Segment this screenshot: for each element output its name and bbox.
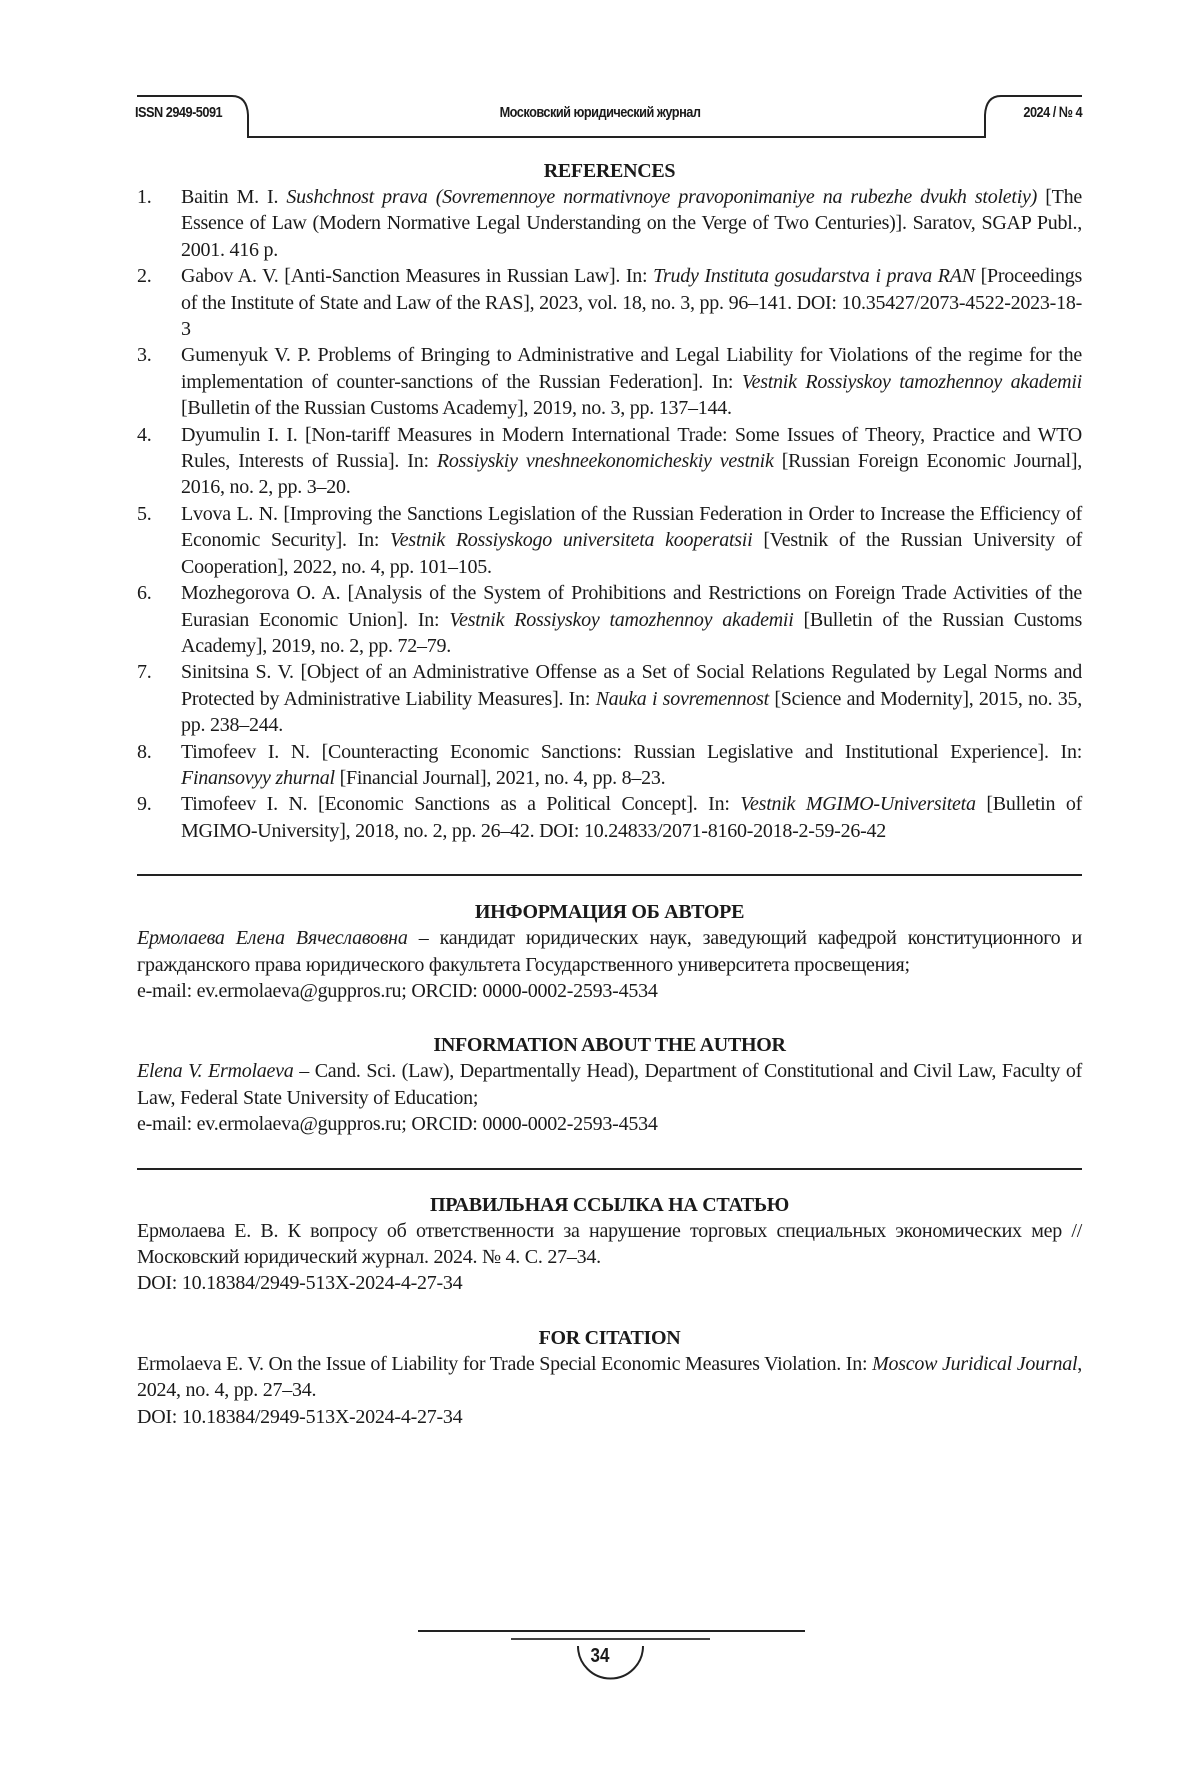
- reference-number: 6.: [137, 580, 152, 606]
- citation-ru-heading: ПРАВИЛЬНАЯ ССЫЛКА НА СТАТЬЮ: [137, 1192, 1082, 1218]
- reference-item: [137, 791, 1082, 844]
- reference-number: 2.: [137, 263, 152, 289]
- reference-text: Dyumulin I. I. [Non-tariff Measures in Modern International Trade: Some Issues of Theory, Practice and WTO Rules, Interests of Russia]. In:: [181, 424, 1082, 472]
- reference-text: Gabov A. V. [Anti-Sanction Measures in Russian Law]. In:: [181, 265, 653, 287]
- citation-en-tail: , 2024, no. 4, pp. 27–34.: [137, 1353, 1082, 1401]
- reference-text: Gumenyuk V. P. Problems of Bringing to Administrative and Legal Liability for Violations of the regime for the implementation of counter-sanctions of the Russian Federation]. In:: [181, 344, 1082, 392]
- reference-number: 3.: [137, 342, 152, 368]
- author-info-en: [137, 1058, 1082, 1137]
- reference-number: 9.: [137, 791, 152, 817]
- citation-ru-doi: DOI: 10.18384/2949-513X-2024-4-27-34: [137, 1272, 462, 1294]
- reference-number: 4.: [137, 422, 152, 448]
- reference-text: [Russian Foreign Economic Journal], 2016, no. 2, pp. 3–20.: [181, 450, 1082, 498]
- section-divider: [137, 1168, 1082, 1170]
- journal-title: Московский юридический журнал: [90, 104, 1110, 121]
- reference-number: 1.: [137, 184, 152, 210]
- reference-source-title: Finansovyy zhurnal: [181, 767, 335, 789]
- reference-source-title: Rossiyskiy vneshneekonomicheskiy vestnik: [437, 450, 774, 472]
- reference-text: Sinitsina S. V. [Object of an Administrative Offense as a Set of Social Relations Regulated by Legal Norms and Protected by Administrative Liability Measures]. In:: [181, 661, 1082, 709]
- author-contact-en: e-mail: ev.ermolaeva@guppros.ru; ORCID: 0000-0002-2593-4534: [137, 1113, 658, 1135]
- citation-ru-text: Ермолаева Е. В. К вопросу об ответственности за нарушение торговых специальных экономических мер // Московский юридический журнал. 2024. № 4. С. 27–34.: [137, 1220, 1082, 1268]
- reference-source-title: Vestnik Rossiyskogo universiteta kooperatsii: [390, 529, 752, 551]
- page-content: [137, 158, 1082, 1430]
- reference-source-title: Vestnik Rossiyskoy tamozhennoy akademii: [742, 371, 1082, 393]
- reference-text: [The Essence of Law (Modern Normative Legal Understanding on the Verge of Two Centuries)]. Saratov, SGAP Publ., 2001. 416 p.: [181, 186, 1082, 261]
- author-contact-ru: e-mail: ev.ermolaeva@guppros.ru; ORCID: 0000-0002-2593-4534: [137, 980, 658, 1002]
- author-description-ru: – кандидат юридических наук, заведующий кафедрой конституцион­ного и гражданского права юридического факультета Государственного университета просвещения;: [137, 927, 1082, 975]
- reference-item: [137, 501, 1082, 580]
- reference-item: [137, 580, 1082, 659]
- author-name-en: Elena V. Ermolaeva: [137, 1060, 294, 1082]
- reference-text: [Vestnik of the Russian University of Cooperation], 2022, no. 4, pp. 101–105.: [181, 529, 1082, 577]
- reference-text: [Proceedings of the Institute of State and Law of the RAS], 2023, vol. 18, no. 3, pp. 96–141. DOI: 10.35427/2073-4522-2023-18-3: [181, 265, 1082, 340]
- author-info-ru: [137, 925, 1082, 1004]
- citation-en-heading: FOR CITATION: [137, 1325, 1082, 1351]
- reference-item: [137, 184, 1082, 263]
- reference-text: [Bulletin of the Russian Customs Academy], 2019, no. 3, pp. 137–144.: [181, 397, 732, 419]
- reference-item: [137, 739, 1082, 792]
- citation-en: [137, 1351, 1082, 1430]
- reference-text: [Financial Journal], 2021, no. 4, pp. 8–23.: [335, 767, 666, 789]
- reference-text: Timofeev I. N. [Counteracting Economic Sanctions: Russian Legislative and Institutional Experience]. In:: [181, 741, 1082, 763]
- reference-item: [137, 263, 1082, 342]
- citation-en-text: Ermolaeva E. V. On the Issue of Liability for Trade Special Economic Measures Violation. In:: [137, 1353, 872, 1375]
- reference-source-title: Nauka i sovremennost: [596, 688, 769, 710]
- reference-source-title: Sushchnost prava (Sovremennoye normativnoye pravoponimaniye na rubezhe dvukh stoletiy): [286, 186, 1037, 208]
- section-divider: [137, 874, 1082, 876]
- reference-number: 7.: [137, 659, 152, 685]
- reference-item: [137, 659, 1082, 738]
- author-name-ru: Ермолаева Елена Вячеславовна: [137, 927, 408, 949]
- reference-source-title: Trudy Instituta gosudarstva i prava RAN: [653, 265, 975, 287]
- reference-number: 8.: [137, 739, 152, 765]
- issue-number: 2024 / № 4: [1023, 104, 1082, 121]
- reference-item: [137, 422, 1082, 501]
- reference-text: Mozhegorova O. A. [Analysis of the System of Prohibitions and Restrictions on Foreign Trade Activities of the Eurasian Economic Union]. In:: [181, 582, 1082, 630]
- reference-text: Lvova L. N. [Improving the Sanctions Legislation of the Russian Federation in Order to Increase the Efficiency of Economic Security]. In:: [181, 503, 1082, 551]
- reference-number: 5.: [137, 501, 152, 527]
- reference-text: Timofeev I. N. [Economic Sanctions as a Political Concept]. In:: [181, 793, 740, 815]
- citation-en-doi: DOI: 10.18384/2949-513X-2024-4-27-34: [137, 1406, 462, 1428]
- issn: ISSN 2949-5091: [135, 104, 222, 121]
- reference-text: [Bulletin of MGIMO-University], 2018, no. 2, pp. 26–42. DOI: 10.24833/2071-8160-2018-2-59-26-42: [181, 793, 1082, 841]
- reference-text: Baitin M. I.: [181, 186, 286, 208]
- reference-text: [Science and Modernity], 2015, no. 35, pp. 238–244.: [181, 688, 1082, 736]
- references-heading: REFERENCES: [137, 158, 1082, 184]
- reference-source-title: Vestnik Rossiyskoy tamozhennoy akademii: [449, 609, 793, 631]
- reference-source-title: Vestnik MGIMO-Universiteta: [740, 793, 975, 815]
- references-list: [137, 184, 1082, 844]
- reference-text: [Bulletin of the Russian Customs Academy], 2019, no. 2, pp. 72–79.: [181, 609, 1082, 657]
- reference-item: [137, 342, 1082, 421]
- author-info-en-heading: INFORMATION ABOUT THE AUTHOR: [137, 1032, 1082, 1058]
- citation-en-journal: Moscow Juridical Journal: [872, 1353, 1077, 1375]
- author-description-en: – Cand. Sci. (Law), Departmentally Head), Department of Constitutional and Civil Law, Faculty of Law, Federal State University of Education;: [137, 1060, 1082, 1108]
- citation-ru: [137, 1218, 1082, 1297]
- author-info-ru-heading: ИНФОРМАЦИЯ ОБ АВТОРЕ: [137, 899, 1082, 925]
- page-number: 34: [90, 1645, 1110, 1668]
